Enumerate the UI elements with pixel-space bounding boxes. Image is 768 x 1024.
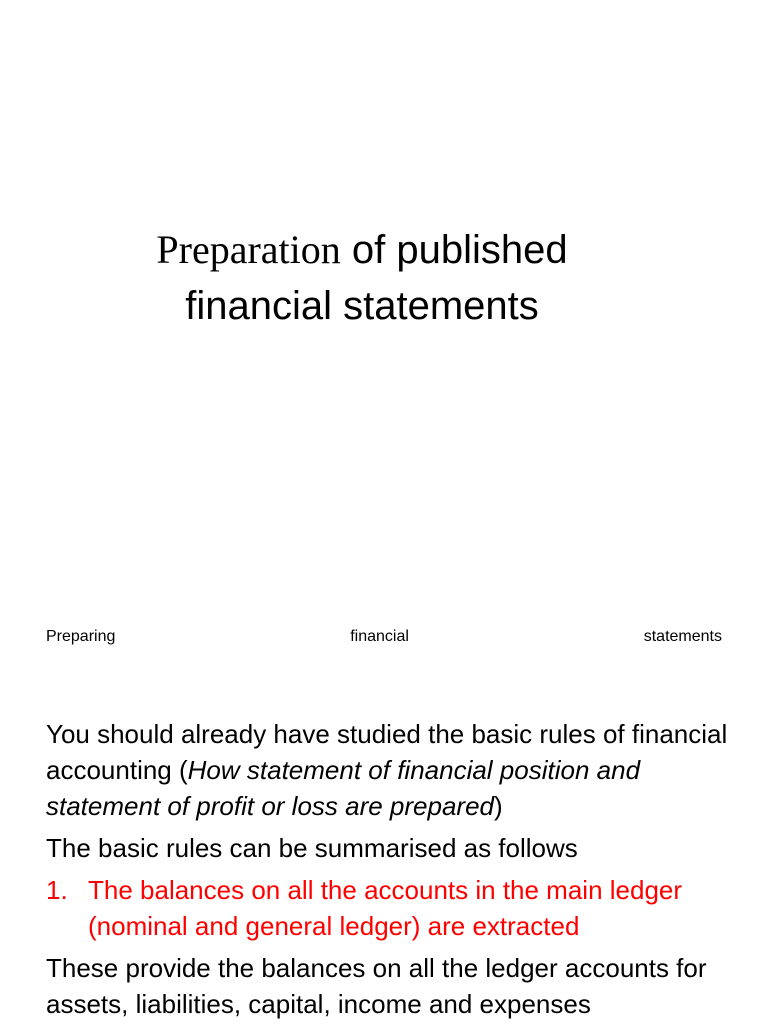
list-item-text: The balances on all the accounts in the main ledger (nominal and general ledger) are extracted bbox=[88, 875, 683, 941]
follow-up-paragraph: These provide the balances on all the ledger accounts for assets, liabilities, capital, income and expenses bbox=[46, 953, 707, 1019]
numbered-list-item bbox=[46, 872, 736, 944]
subheading-word-3: statements bbox=[643, 628, 722, 645]
title-line-1 bbox=[0, 222, 724, 278]
intro-text-end: ) bbox=[494, 791, 503, 821]
intro-text-start: You should already have studied the basic rules of financial accounting ( bbox=[46, 719, 728, 785]
subheading-word-1: Preparing bbox=[46, 628, 116, 645]
summary-paragraph: The basic rules can be summarised as follows bbox=[46, 833, 578, 863]
intro-italic-text: How statement of financial position and statement of profit or loss are prepared bbox=[46, 755, 641, 821]
page-title bbox=[0, 222, 724, 334]
intro-paragraph bbox=[46, 716, 736, 824]
subheading-word-2: financial bbox=[350, 628, 409, 645]
title-line-2: financial statements bbox=[185, 284, 539, 328]
list-item-number: 1. bbox=[46, 875, 68, 905]
body-text bbox=[46, 716, 736, 1022]
title-sans-part: of published bbox=[340, 228, 568, 272]
title-serif-part: Preparation bbox=[156, 227, 341, 272]
section-subheading bbox=[46, 626, 722, 648]
